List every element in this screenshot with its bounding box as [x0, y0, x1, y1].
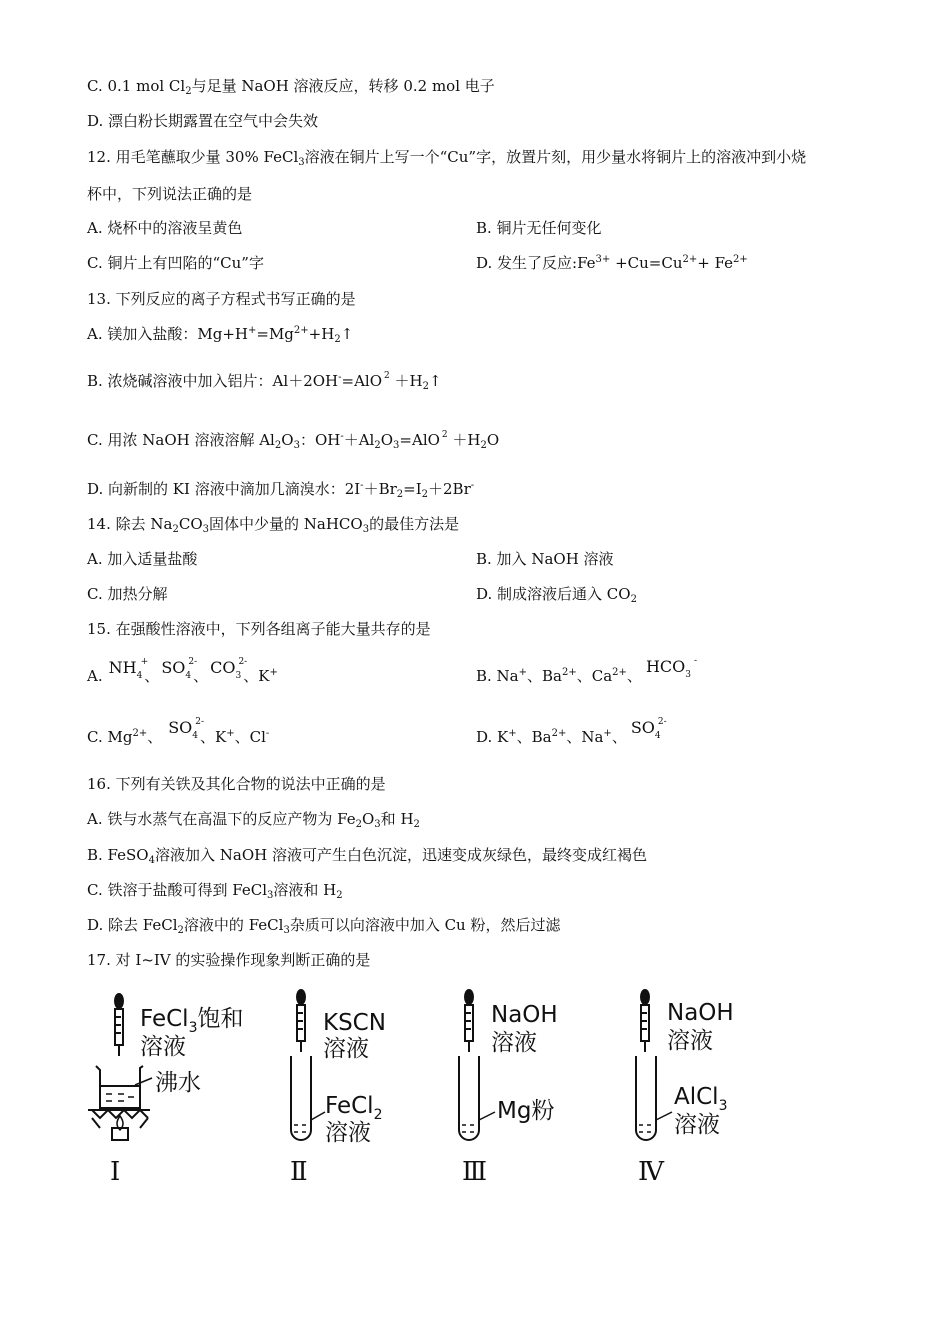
q12-stem-cont: 杯中，下列说法正确的是	[87, 185, 253, 203]
q14-option-c: C. 加热分解	[87, 585, 168, 603]
q16-option-c: C. 铁溶于盐酸可得到 FeCl$_3$溶液和 $H_2$	[87, 881, 343, 901]
iii-reagent-label: NaOH	[491, 1002, 558, 1028]
q13-option-b: B. 浓烧碱溶液中加入铝片：Al＋2OH-=AlO $^2 +H_2↑$	[87, 371, 442, 392]
q16-option-d: D. 除去 FeCl$_2$溶液中的 FeCl$_3$杂质可以向溶液中加入 Cu 粉，然后过滤	[87, 916, 561, 936]
q14-stem: 14. 除去 $Na_2CO_3$固体中少量的 NaHCO$_3$的最佳方法是	[87, 515, 460, 535]
iv-tube-label: AlCl$_3$	[674, 1084, 728, 1114]
q15-option-d: D. K+、$Ba^{2+}$、Na+、 $SO_4$ 2-	[476, 717, 667, 746]
q13-option-d: D. 向新制的 KI 溶液中滴加几滴溴水：$2I^-+Br_2=I_2+2Br^-$	[87, 480, 475, 500]
q16-option-b: B. FeSO$_4$溶液加入 NaOH 溶液可产生白色沉淀，迅速变成灰绿色，最终变成红褐色	[87, 846, 647, 866]
iv-tube-label-2: 溶液	[674, 1112, 720, 1138]
dropper-iii	[465, 990, 473, 1052]
i-vessel-label: 沸水	[155, 1070, 201, 1096]
q15-stem: 15. 在强酸性溶液中，下列各组离子能大量共存的是	[87, 620, 431, 638]
roman-label-4: Ⅳ	[638, 1157, 664, 1187]
iii-reagent-label-2: 溶液	[491, 1030, 537, 1056]
q14-option-b: B. 加入 NaOH 溶液	[476, 550, 614, 568]
q14-option-d: D. 制成溶液后通入 $CO_2$	[476, 585, 637, 605]
q13-option-a: A. 镁加入盐酸：$Mg+H^+=Mg^{2+}+H_2↑$	[87, 325, 354, 345]
q12-option-a: A. 烧杯中的溶液呈黄色	[87, 219, 243, 237]
roman-label-1: Ⅰ	[110, 1157, 121, 1187]
test-tube-iv	[636, 1056, 656, 1140]
test-tube-iii	[459, 1056, 479, 1140]
i-reagent-label-2: 溶液	[140, 1034, 186, 1060]
ii-reagent-label-2: 溶液	[323, 1036, 369, 1062]
q12-option-b: B. 铜片无任何变化	[476, 219, 602, 237]
roman-label-2: Ⅱ	[290, 1157, 308, 1187]
q14-option-a: A. 加入适量盐酸	[87, 550, 198, 568]
q15-option-a: A. $NH_4$ + 、 $SO_4$ 2- 、 $CO_3$ 2- 、K+	[87, 657, 278, 685]
q12-option-c: C. 铜片上有凹陷的“Cu”字	[87, 254, 264, 272]
iv-reagent-label: NaOH	[667, 1000, 734, 1026]
roman-label-3: Ⅲ	[462, 1157, 488, 1187]
test-tube-ii	[291, 1056, 311, 1140]
q16-option-a: A. 铁与水蒸气在高温下的反应产物为 $Fe_2O_3$和 $H_2$	[87, 810, 420, 830]
q12-stem: 12. 用毛笔蘸取少量 30% FeCl$_3$溶液在铜片上写一个“Cu”字，放置片刻，用少量水将铜片上的溶液冲到小烧	[87, 148, 807, 168]
q15-option-c: C. $Mg^{2+}$、 $SO_4$ 2- 、K+、Cl-	[87, 717, 270, 746]
ii-tube-label: FeCl$_2$	[325, 1093, 383, 1123]
iii-tube-label: Mg粉	[497, 1098, 555, 1124]
q13-stem: 13. 下列反应的离子方程式书写正确的是	[87, 290, 356, 308]
iv-reagent-label-2: 溶液	[667, 1028, 713, 1054]
q15-option-b: B. Na+、$Ba^{2+}$、$Ca^{2+}$、 $HCO_3$ -	[476, 656, 697, 685]
q11-option-c: C. 0.1 mol $Cl_2$与足量 NaOH 溶液反应，转移 0.2 mol 电子	[87, 77, 495, 97]
q12-option-d: D. 发生了反应$:Fe^{3+} +Cu=Cu^{2+}+ Fe^{2+}$	[476, 254, 748, 272]
dropper-ii	[297, 990, 305, 1052]
q13-option-c: C. 用浓 NaOH 溶液溶解 $Al_2O_3$：$OH^-+Al_2O_3=AlO$ $^2 +H_2O$	[87, 430, 500, 451]
beaker-on-tripod	[88, 1066, 150, 1140]
dropper-i	[115, 994, 123, 1056]
dropper-iv	[641, 990, 649, 1052]
ii-tube-label-2: 溶液	[325, 1120, 371, 1146]
q16-stem: 16. 下列有关铁及其化合物的说法中正确的是	[87, 775, 386, 793]
q11-option-d: D. 漂白粉长期露置在空气中会失效	[87, 112, 319, 130]
q17-stem: 17. 对 I~IV 的实验操作现象判断正确的是	[87, 951, 371, 969]
i-reagent-label: FeCl$_3$饱和	[140, 1006, 244, 1036]
ii-reagent-label: KSCN	[323, 1010, 386, 1036]
